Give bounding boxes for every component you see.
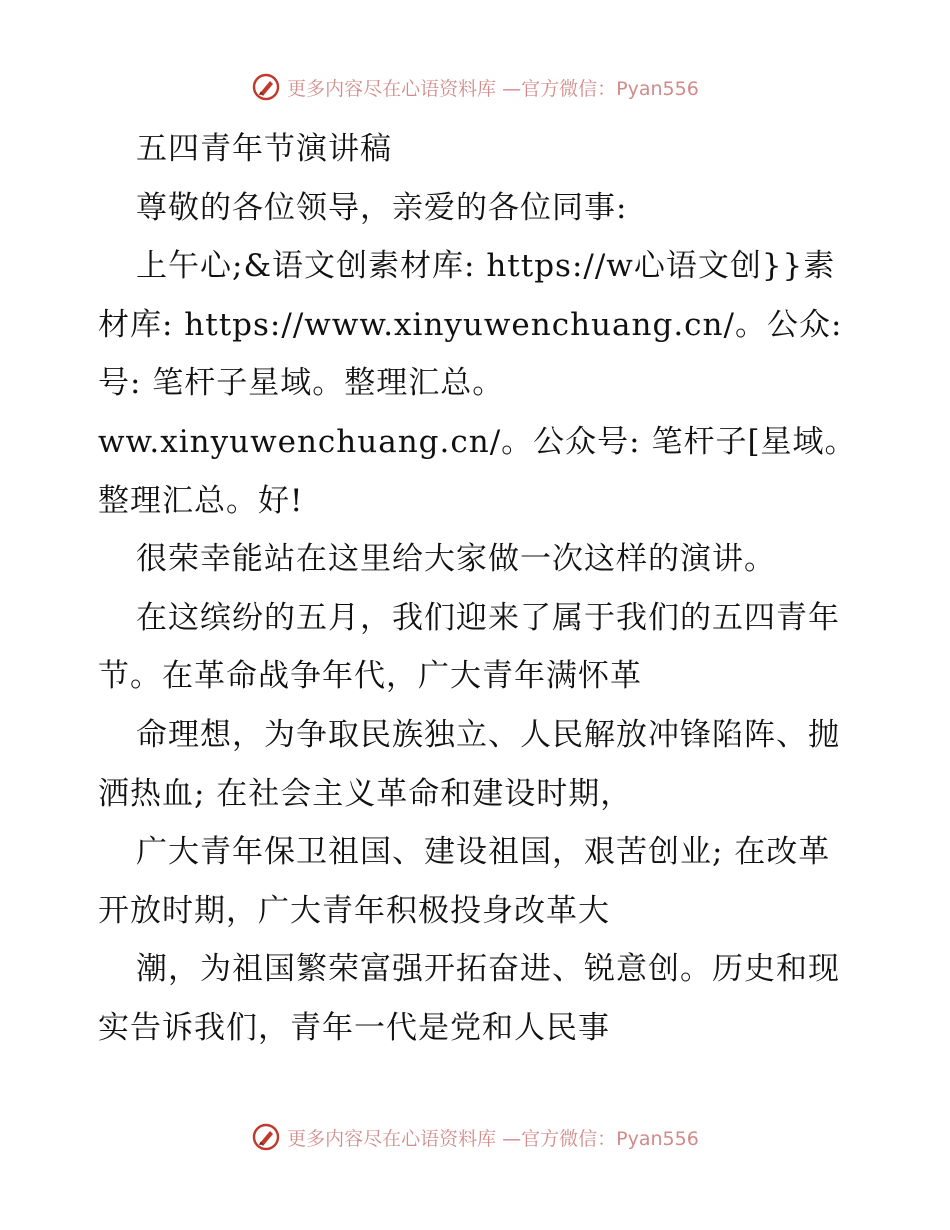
paragraph: 在这缤纷的五月，我们迎来了属于我们的五四青年节。在革命战争年代，广大青年满怀革 (98, 599, 840, 695)
paragraph: 上午心;&语文创素材库: https://w心语文创}}素材库: https://www.xinyuwenchuang.cn/。公众:号: 笔杆子星域。整理汇总。 (98, 248, 843, 402)
banner-contact: —官方微信：Pyan556 (502, 77, 699, 100)
banner-text: 更多内容尽在心语资料库 (287, 1127, 497, 1150)
paragraph: 潮，为祖国繁荣富强开拓奋进、锐意创。历史和现实告诉我们，青年一代是党和人民事 (98, 951, 840, 1046)
document-title: 五四青年节演讲稿 (136, 131, 392, 167)
paragraph: 命理想，为争取民族独立、人民解放冲锋陷阵、抛洒热血; 在社会主义革命和建设时期， (98, 716, 840, 812)
banner-text: 更多内容尽在心语资料库 (287, 77, 497, 100)
footer-banner (0, 1122, 950, 1152)
header-banner (0, 72, 950, 102)
pen-logo-icon (251, 72, 281, 102)
greeting: 尊敬的各位领导，亲爱的各位同事: (136, 189, 628, 226)
paragraph: 很荣幸能站在这里给大家做一次这样的演讲。 (136, 541, 776, 578)
banner-contact: —官方微信：Pyan556 (502, 1127, 699, 1150)
document-body (98, 120, 858, 1058)
paragraph: ww.xinyuwenchuang.cn/。公众号: 笔杆子[星域。整理汇总。好! (98, 423, 857, 519)
paragraph: 广大青年保卫祖国、建设祖国，艰苦创业; 在改革开放时期，广大青年积极投身改革大 (98, 834, 831, 929)
pen-logo-icon (251, 1122, 281, 1152)
